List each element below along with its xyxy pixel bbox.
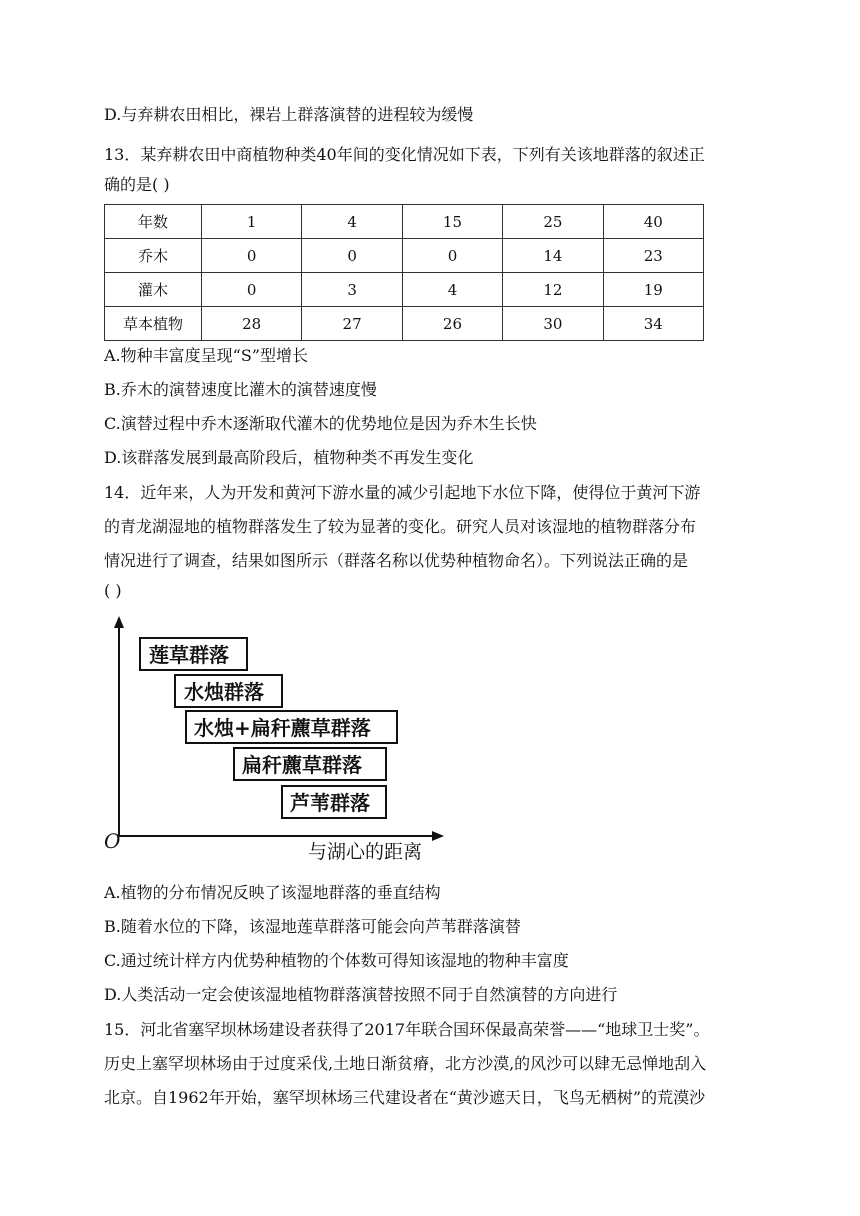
table-cell: 0 — [302, 239, 402, 273]
table-cell: 19 — [603, 273, 703, 307]
table-row — [105, 307, 704, 341]
y-axis-arrow-icon — [114, 616, 124, 628]
table-cell: 23 — [603, 239, 703, 273]
community-box — [140, 638, 247, 670]
table-cell: 4 — [402, 273, 502, 307]
q15-stem-line-3: 北京。自1962年开始，塞罕坝林场三代建设者在“黄沙遮天日，飞鸟无栖树”的荒漠沙 — [104, 1088, 706, 1107]
table-row — [105, 205, 704, 239]
q14-option-b: B.随着水位的下降，该湿地莲草群落可能会向芦苇群落演替 — [104, 917, 521, 936]
table-row — [105, 239, 704, 273]
q14-stem-line-2: 的青龙湖湿地的植物群落发生了较为显著的变化。研究人员对该湿地的植物群落分布 — [104, 517, 697, 536]
x-axis-label: 与湖心的距离 — [308, 841, 423, 863]
community-label: 水烛群落 — [184, 680, 264, 704]
q14-stem-line-1: 14．近年来，人为开发和黄河下游水量的减少引起地下水位下降，使得位于黄河下游 — [104, 483, 701, 502]
q14-option-c: C.通过统计样方内优势种植物的个体数可得知该湿地的物种丰富度 — [104, 951, 569, 970]
table-cell: 27 — [302, 307, 402, 341]
community-label: 水烛+扁秆藨草群落 — [194, 716, 371, 740]
q12-option-d: D.与弃耕农田相比，裸岩上群落演替的进程较为缓慢 — [104, 105, 474, 124]
q14-option-d: D.人类活动一定会使该湿地植物群落演替按照不同于自然演替的方向进行 — [104, 985, 618, 1004]
table-cell: 1 — [202, 205, 302, 239]
community-distribution-figure — [100, 612, 460, 868]
q14-option-a: A.植物的分布情况反映了该湿地群落的垂直结构 — [104, 883, 441, 902]
q14-stem-line-3: 情况进行了调查，结果如图所示（群落名称以优势种植物命名）。下列说法正确的是 — [104, 551, 689, 570]
table-cell: 草本植物 — [105, 307, 202, 341]
q15-stem-line-1: 15．河北省塞罕坝林场建设者获得了2017年联合国环保最高荣誉——“地球卫士奖”。 — [104, 1020, 710, 1039]
q13-option-a: A.物种丰富度呈现“S”型增长 — [104, 346, 308, 365]
table-cell: 30 — [503, 307, 603, 341]
table-cell: 40 — [603, 205, 703, 239]
species-table — [104, 204, 704, 341]
community-box — [175, 675, 282, 707]
table-cell: 0 — [202, 273, 302, 307]
table-cell: 34 — [603, 307, 703, 341]
table-cell: 26 — [402, 307, 502, 341]
table-cell: 15 — [402, 205, 502, 239]
q13-stem-line-2: 确的是( ) — [104, 175, 170, 194]
table-row — [105, 273, 704, 307]
origin-label: O — [104, 829, 121, 853]
community-box — [234, 748, 386, 780]
q13-stem-line-1: 13．某弃耕农田中商植物种类40年间的变化情况如下表，下列有关该地群落的叙述正 — [104, 145, 705, 164]
table-cell: 28 — [202, 307, 302, 341]
q15-stem-line-2: 历史上塞罕坝林场由于过度采伐,土地日渐贫瘠，北方沙漠,的风沙可以肆无忌惮地刮入 — [104, 1054, 707, 1073]
community-label: 莲草群落 — [149, 643, 229, 667]
q13-option-c: C.演替过程中乔木逐渐取代灌木的优势地位是因为乔木生长快 — [104, 414, 537, 433]
table-cell: 0 — [402, 239, 502, 273]
community-box — [282, 786, 386, 818]
q14-stem-line-4: ( ) — [104, 581, 122, 600]
x-axis-arrow-icon — [432, 831, 444, 841]
q13-option-d: D.该群落发展到最高阶段后，植物种类不再发生变化 — [104, 448, 474, 467]
table-cell: 25 — [503, 205, 603, 239]
table-cell: 4 — [302, 205, 402, 239]
q13-option-b: B.乔木的演替速度比灌木的演替速度慢 — [104, 380, 377, 399]
community-label: 扁秆藨草群落 — [242, 753, 362, 777]
table-cell: 乔木 — [105, 239, 202, 273]
table-cell: 3 — [302, 273, 402, 307]
table-cell: 灌木 — [105, 273, 202, 307]
table-cell: 年数 — [105, 205, 202, 239]
community-box — [186, 711, 397, 743]
community-label: 芦苇群落 — [290, 791, 370, 815]
table-cell: 12 — [503, 273, 603, 307]
table-cell: 14 — [503, 239, 603, 273]
table-cell: 0 — [202, 239, 302, 273]
